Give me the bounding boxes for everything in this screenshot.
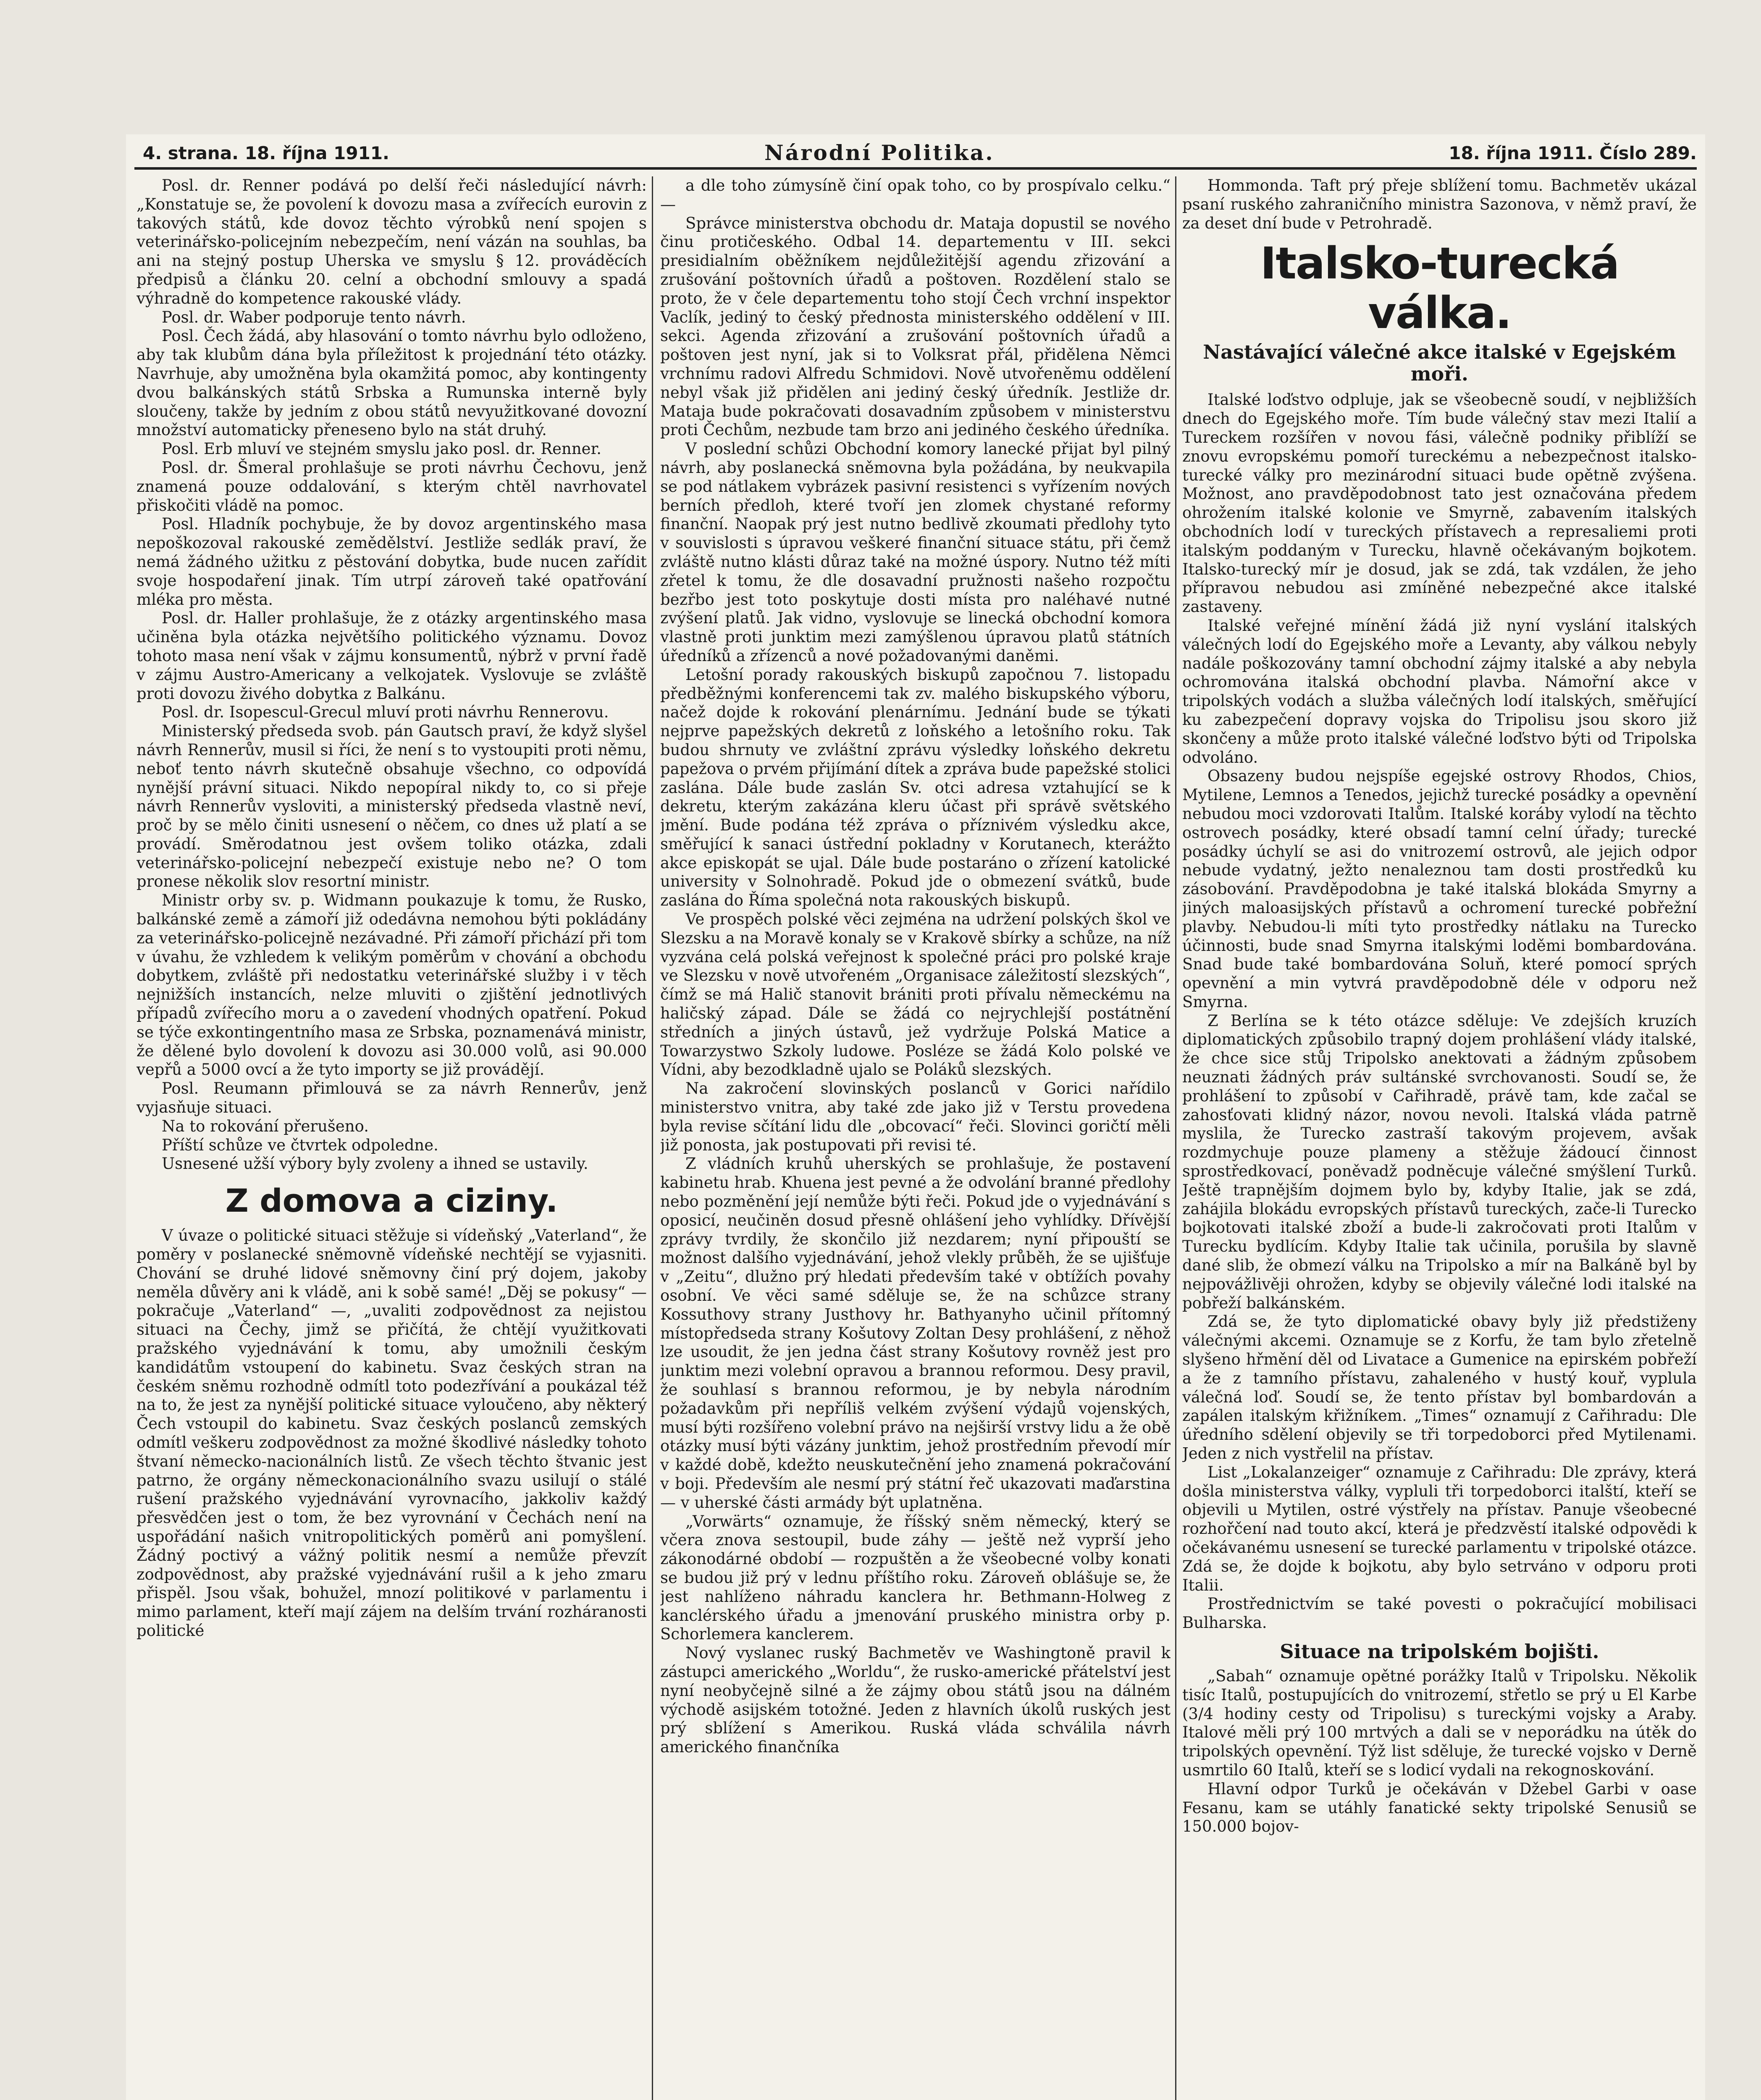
column-divider [1175, 176, 1176, 2100]
column-divider [652, 176, 653, 2100]
article-paragraph: Posl. Čech žádá, aby hlasování o tomto návrhu bylo odloženo, aby tak klubům dána byla příležitost k projednání této otázky. Navrhuje, aby umožněna byla okamžitá pomoc, aby kontingenty dvou balkánských států Srbska a Rumunska interně byly sloučeny, takže by jedním z obou států nevyužitkované dovozní množství automaticky přeneseno bylo na stát druhý. [136, 327, 647, 439]
article-paragraph: V úvaze o politické situaci stěžuje si vídeňský „Vaterland“, že poměry v poslanecké sněmovně vídeňské nechtějí se vyjasniti. Chování se druhé lidové sněmovny činí prý dojem, jakoby neměla důvěry ani k vládě, ani k sobě samé! „Děj se pokusy“ — pokračuje „Vaterland“ —, „uvaliti zodpovědnost za nejistou situaci na Čechy, jimž se přičítá, že chtějí využitkovati pražského vyjednávání k tomu, aby umožnili českým kandidátům vstoupení do kabinetu. Svaz českých stran na českém sněmu rozhodně odmítl toto podezřívání a poukázal též na to, že jest za nynější politické situace vyloučeno, aby některý Čech vstoupil do kabinetu. Svaz českých poslanců zemských odmítl veškeru zodpovědnost za možné škodlivé následky tohoto štvaní německo-nacionálních listů. Ze všech těchto štvanic jest patrno, že orgány německonacionálního svazu usilují o stálé rušení pražského vyjednávání vyrovnacího, jakkoliv každý přesvědčen jest o tom, že bez vyrovnání v Čechách není na uspořádání našich vnitropolitických poměrů ani pomyšlení. Žádný poctivý a vážný politik nesmí a nemůže převzít zodpovědnost, aby pražské vyjednávání rušil a k jeho zmaru přispěl. Jsou však, bohužel, mnozí politikové v parlamentu i mimo parlament, kteří mají zájem na delším trvání rozháranosti politické [136, 1226, 647, 1640]
header-rule [134, 167, 1697, 170]
masthead-title: Národní Politika. [764, 140, 995, 165]
article-paragraph: Ministerský předseda svob. pán Gautsch praví, že když slyšel návrh Rennerův, musil si říci, že není s to vystoupiti proti němu, neboť tento návrh skutečně obsahuje všechno, co odpovídá nynější právní situaci. Nikdo nepopíral nikdy to, co si přeje návrh Rennerův vysloviti, a ministerský předseda vlastně neví, proč by se mělo činiti usnesení o něčem, co dnes už platí a se provádí. Směrodatnou jest ovšem toliko otázka, zdali veterinářsko-policejní nebezpečí existuje nebo ne? O tom pronese několik slov resortní ministr. [136, 722, 647, 891]
article-paragraph: „Vorwärts“ oznamuje, že říšský sněm německý, který se včera znova sestoupil, bude záhy — ještě než vyprší jeho zákonodárné období — rozpuštěn a že všeobecné volby konati se budou již prý v lednu příštího roku. Zároveň oblášuje se, že jest nahlíženo náhradu kanclera hr. Bethmann-Holweg z kanclérského úřadu a jmenování pruského ministra orby p. Schorlemera kanclerem. [660, 1512, 1171, 1643]
article-paragraph: List „Lokalanzeiger“ oznamuje z Cařihradu: Dle zprávy, která došla ministerstva války, vypluli tři torpedoborci italští, kteří se objevili u Mytilen, ostré výstřely na přístav. Panuje všeobecné rozhořčení nad touto akcí, která je předzvěstí italské odpovědi k očekávanému usnesení se turecké parlamentu v tripolské otázce. Zdá se, že dojde k bojkotu, aby bylo setrváno v odporu proti Italii. [1182, 1463, 1697, 1594]
article-paragraph: V poslední schůzi Obchodní komory lanecké přijat byl pilný návrh, aby poslanecká sněmovna byla požádána, by neukvapila se pod nátlakem vybrázek pasivní resistenci s vyřízením nových berních předloh, které tvoří jen zlomek chystané reformy finanční. Naopak prý jest nutno bedlivě zkoumati předlohy tyto v souvislosti s úpravou veškeré finanční situace státu, při čemž zvláště nutno klásti důraz také na možné úspory. Nutno též míti zřetel k tomu, že dle dosavadní pružnosti našeho rozpočtu bezřbo jest toto poskytuje dosti místa pro naléhavé nutné zvýšení platů. Jak vidno, vyslovuje se linecká obchodní komora vlastně proti junktim mezi zamýšlenou úpravou platů státních úředníků a zřízenců a nové požadovanými daněmi. [660, 440, 1171, 665]
header-date-left: 4. strana. 18. října 1911. [143, 143, 389, 163]
article-paragraph: Italské loďstvo odpluje, jak se všeobecně soudí, v nejbližších dnech do Egejského moře. Tím bude válečný stav mezi Italií a Tureckem rozšířen v novou fási, válečně podniky přiblíží se znovu evropskému pomoří tureckému a nebezpečnost italsko-turecké války pro mezinárodní situaci bude opětně zvýšena. Možnost, ano pravděpodobnost tato jest označována předem ohrožením italské kolonie ve Smyrně, zabavením italských obchodních lodí v tureckých přístavech a represaliemi proti italským poddaným v Turecku, hlavně očekávaným bojkotem. Italsko-turecký mír je dosud, jak se zdá, tak vzdálen, že jeho přípravou nebudou asi zmíněné nebezpečné akce italské zastaveny. [1182, 391, 1697, 616]
war-headline: Italsko-turecká válka. [1260, 238, 1619, 339]
article-paragraph: Posl. dr. Renner podává po delší řeči následující návrh: „Konstatuje se, že povolení k dovozu masa a zvířecích eurovin z takových států, kde dovoz těchto výrobků není spojen s veterinářsko-policejním nebezpečím, není vázán na souhlas, ba ani na stejný postup Uherska ve smyslu § 12. prováděcích předpisů a článku 20. celní a obchodní smlouvy a spadá výhradně do kompetence rakouské vlády. [136, 176, 647, 307]
section-heading: Z domova a ciziny. [225, 1182, 558, 1220]
article-paragraph: Usnesené užší výbory byly zvoleny a ihned se ustavily. [162, 1155, 588, 1173]
article-paragraph: a dle toho zúmysíně činí opak toho, co by prospívalo celku.“ — [660, 176, 1171, 213]
article-paragraph: Posl. dr. Isopescul-Grecul mluví proti návrhu Rennerovu. [162, 703, 609, 722]
article-paragraph: Z vládních kruhů uherských se prohlašuje, že postavení kabinetu hrab. Khuena jest pevné a že odvolání branné předlohy nebo pozměnění její nemůže býti řeči. Pokud jde o vyjednávání s oposicí, neučiněn dosud přesně ohlášení jeho vyhlídky. Dřívější zprávy tvrdily, že skončilo již nezdarem; nyní připouští se možnost dalšího vyjednávání, jehož vlekly průběh, že se ujišťuje v „Zeitu“, dlužno prý hledati především také v obtížích povahy osobní. Ve věci samé sděluje se, že na schůzce strany Kossuthovy strany Justhovy hr. Bathyanyho učinil přítomný místopředseda strany Košutovy Zoltan Desy prohlášení, z něhož lze usoudit, že jen jedna část strany Košutovy rovněž jest pro junktim mezi volební opravou a brannou reformou. Desy pravil, že souhlasí s brannou reformou, je by nebyla národním požadavkům při nepříliš velkém zvýšení výdajů vojenských, musí býti rozšířeno volební právo na nejširší vrstvy lidu a že obě otázky musí býti vázány junktim, jehož prostředním převodí mír v každé době, kdežto neuskutečnění jeho znamená pokračování v boji. Především ale nesmí prý státní řeč ukazovati maďarstina — v uherské části armády být uplatněna. [660, 1155, 1171, 1512]
article-paragraph: Posl. Reumann přimlouvá se za návrh Rennerův, jenž vyjasňuje situaci. [136, 1079, 647, 1117]
article-paragraph: Ministr orby sv. p. Widmann poukazuje k tomu, že Rusko, balkánské země a zámoří již odedávna nemohou býti pokládány za veterinářsko-policejně nezávadné. Při zámoří přichází při tom v úvahu, že vzhledem k velikým poměrům v chování a obchodu dobytkem, zvláště při nedostatku veterinářské služby i v těch nejnižších instancích, nelze mluviti o zjištění jednotlivých případů zvířecího moru a o zavedení vhodných opatření. Pokud se týče exkontingentního masa ze Srbska, poznamenává ministr, že dělené bylo dovolení k dovozu asi 30.000 volů, asi 90.000 vepřů a 5000 ovcí a že tyto importy se již provádějí. [136, 891, 647, 1079]
column-1 [136, 176, 647, 2100]
article-paragraph: Obsazeny budou nejspíše egejské ostrovy Rhodos, Chios, Mytilene, Lemnos a Tenedos, jejichž turecké posádky a opevnění nebudou moci vzdorovati Italům. Italské koráby vylodí na těchto ostrovech posádky, které obsadí tamní celní úřady; turecké posádky úchylí se asi do vnitrozemí ostrovů, ale jejich odpor nebude vydatný, ježto nenaleznou tam dosti prostředků ku zásobování. Pravděpodobna je také italská blokáda Smyrny a jiných maloasijských přístavů a ochromení turecké pobřežní plavby. Nebudou-li míti tyto prostředky nátlaku na Turecko účinnosti, bude snad Smyrna italskými loděmi bombardována. Snad bude také bombardována Soluň, které pomocí sprých opevnění a min vytvrá pravděpodobně déle v odporu než Smyrna. [1182, 767, 1697, 1011]
article-paragraph: Posl. dr. Haller prohlašuje, že z otázky argentinského masa učiněna byla otázka největšího politického významu. Dovoz tohoto masa není však v zájmu konsumentů, nýbrž v první řadě v zájmu Austro-Americany a velkojatek. Vyslovuje se zvláště proti dovozu živého dobytka z Balkánu. [136, 609, 647, 703]
article-paragraph: Na zakročení slovinských poslanců v Gorici nařídilo ministerstvo vnitra, aby také zde jako již v Terstu provedena byla revise sčítání lidu dle „obcovací“ řeči. Slovinci goričtí měli již ponosta, jak postupovati při revisi té. [660, 1079, 1171, 1154]
article-paragraph: Posl. Erb mluví ve stejném smyslu jako posl. dr. Renner. [162, 440, 601, 458]
section-heading: Situace na tripolském bojišti. [1280, 1640, 1599, 1663]
article-paragraph: Posl. dr. Šmeral prohlašuje se proti návrhu Čechovu, jenž znamená pouze oddalování, s kterým chtěl navrhovatel přiskočiti vládě na pomoc. [136, 458, 647, 514]
article-paragraph: Hommonda. Taft prý přeje sblížení tomu. Bachmetěv ukázal psaní ruského zahraničního ministra Sazonova, v němž praví, že za deset dní bude v Petrohradě. [1182, 176, 1697, 232]
article-paragraph: Ve prospěch polské věci zejména na udržení polských škol ve Slezsku a na Moravě konaly se v Krakově sbírky a schůze, na níž vyzvána celá polská veřejnost k společné práci pro polské kraje ve Slezsku v nově utvořeném „Organisace záležitostí slezských“, čímž se má Halič stanovit brániti proti přívalu německému na haličský západ. Dále se žádá co nejrychlejší postátnění středních a jiných ústavů, jež vydržuje Polská Matice a Towarzystwo Szkoly ludowe. Posléze se žádá Kolo polské ve Vídni, aby bezodkladně ujalo se Poláků slezských. [660, 910, 1171, 1079]
article-paragraph: Posl. dr. Waber podporuje tento návrh. [162, 308, 466, 326]
article-paragraph: „Sabah“ oznamuje opětné porážky Italů v Tripolsku. Několik tisíc Italů, postupujících do vnitrozemí, střetlo se prý u El Karbe (3/4 hodiny cesty od Tripolisu) s tureckými vojsky a Araby. Italové měli prý 100 mrtvých a dali se v neporádku na útěk do tripolských opevnění. Týž list sděluje, že turecké vojsko v Derně usmrtilo 60 Italů, kteří se s lodicí vydali na rekognoskování. [1182, 1667, 1697, 1779]
article-paragraph: Příští schůze ve čtvrtek odpoledne. [162, 1136, 438, 1154]
article-paragraph: Hlavní odpor Turků je očekáván v Džebel Garbi v oase Fesanu, kam se utáhly fanatické sekty tripolské Senusiů se 150.000 bojov- [1182, 1780, 1697, 1836]
column-2 [660, 176, 1171, 2100]
article-paragraph: Zdá se, že tyto diplomatické obavy byly již předstiženy válečnými akcemi. Oznamuje se z Korfu, že tam bylo zřetelně slyšeno hřmění děl od Livatace a Gumenice na epirském pobřeží a že z tamního přístavu, zahaleného v hustý kouř, vyplula válečná loď. Soudí se, že tento přístav byl bombardován a zapálen italským křižníkem. „Times“ oznamují z Cařihradu: Dle úředního sdělení objevily se tři torpedoborci před Mytilenami. Jeden z nich vystřelil na přístav. [1182, 1312, 1697, 1463]
header-date-right: 18. října 1911. Číslo 289. [1449, 143, 1697, 163]
article-paragraph: Letošní porady rakouských biskupů započnou 7. listopadu předběžnými konferencemi tak zv. malého biskupského výboru, načež dojde k rokování plenárnímu. Jednání bude se týkati nejprve papežských dekretů z loňského a letošního roku. Tak budou shrnuty ve zvláštní zprávu výsledky loňského dekretu papežova o prvém přijímání dítek a zpráva bude papežské stolici zaslána. Dále bude zaslán Sv. otci adresa vztahující se k dekretu, kterým zakázána kleru účast při správě světského jmění. Bude podána též zpráva o příznivém výsledku akce, směřující k sanaci ústřední pokladny v Korutanech, kterážto akce episkopát se ujal. Dále bude postaráno o zřízení katolické university v Solnohradě. Pokud jde o obmezení svátků, bude zaslána do Říma společná nota rakouských biskupů. [660, 665, 1171, 910]
war-subheadline: Nastávající válečné akce italské v Egejském moři. [1203, 341, 1676, 386]
article-paragraph: Na to rokování přerušeno. [162, 1117, 369, 1135]
page-header [143, 139, 1697, 168]
article-paragraph: Správce ministerstva obchodu dr. Mataja dopustil se nového činu protičeského. Odbal 14. departementu v III. sekci presidialním oběžníkem nejdůležitější agendu zřizování a zrušování poštovních úřadů a poštoven. Rozdělení stalo se proto, že v čele departementu toho stojí Čech vrchní inspektor Vaclík, jediný to český přednosta ministerského oddělení v III. sekci. Agenda zřizování a zrušování poštovních úřadů a poštoven jest nyní, jak si to Volksrat přál, přidělena Němci vrchnímu radovi Alfredu Schmidovi. Nově utvořeněmu oddělení nebyl však již přidělen ani jediný český úředník. Jestliže dr. Mataja bude pokračovati dosavadním způsobem v ministerstvu proti Čechům, nezbude tam brzo ani jediného českého úředníka. [660, 214, 1171, 439]
article-paragraph: Italské veřejné mínění žádá již nyní vyslání italských válečných lodí do Egejského moře a Levanty, aby válkou nebyly nadále poškozovány tamní obchodní zájmy italské a aby nebyla ochromována italská obchodní plavba. Námořní akce v tripolských vodách a služba válečných lodí italských, směřující ku zabezpečení dopravy vojska do Tripolisu jsou skoro již skončeny a může proto italské válečné loďstvo býti od Tripolska odvoláno. [1182, 616, 1697, 766]
article-paragraph: Z Berlína se k této otázce sděluje: Ve zdejších kruzích diplomatických způsobilo trapný dojem prohlášení vlády italské, že chce sice stůj Tripolsko anektovati a žádným způsobem neuznati žádných práv sultánské svrchovanosti. Soudí se, že prohlášení to způsobí v Cařihradě, právě tam, kde začal se zahosťovati klidný názor, novou nevoli. Italská vláda patrně myslila, že Turecko zastraší takovým projevem, avšak rozdmychuje pouze plameny a stěžuje žádoucí činnost sprostředkovací, poněvadž podněcuje válečné smýšlení Turků. Ještě trapnějším dojmem bylo by, kdyby Italie, jak se zdá, zahájila blokádu evropských přístavů tureckých, zače-li Turecko bojkotovati italské zboží a bude-li zakročovati proti Italům v Turecku bydlícím. Kdyby Italie tak učinila, porušila by slavně dané slib, že obmezí válku na Tripolsko a mír na Balkáně byl by nejpovážlivěji ohrožen, kdyby se objevily válečné lodi italské na pobřeží balkánském. [1182, 1011, 1697, 1312]
article-paragraph: Posl. Hladník pochybuje, že by dovoz argentinského masa nepoškozoval rakouské zemědělství. Jestliže sedlák praví, že nemá žádného užitku z pěstování dobytka, bude nucen zařídit svoje hospodaření jinak. Tím utrpí zároveň také opatřování mléka pro města. [136, 515, 647, 609]
article-paragraph: Nový vyslanec ruský Bachmetěv ve Washingtoně pravil k zástupci amerického „Worldu“, že rusko-americké přátelství jest nyní neobyčejně silné a že zájmy obou států jsou na dálném východě asijském totožné. Jeden z hlavních úkolů ruských jest prý sblížení s Amerikou. Ruská vláda schválila návrh amerického finančníka [660, 1644, 1171, 1756]
article-paragraph: Prostřednictvím se také povesti o pokračující mobilisaci Bulharska. [1182, 1595, 1697, 1632]
column-3 [1182, 176, 1697, 2100]
